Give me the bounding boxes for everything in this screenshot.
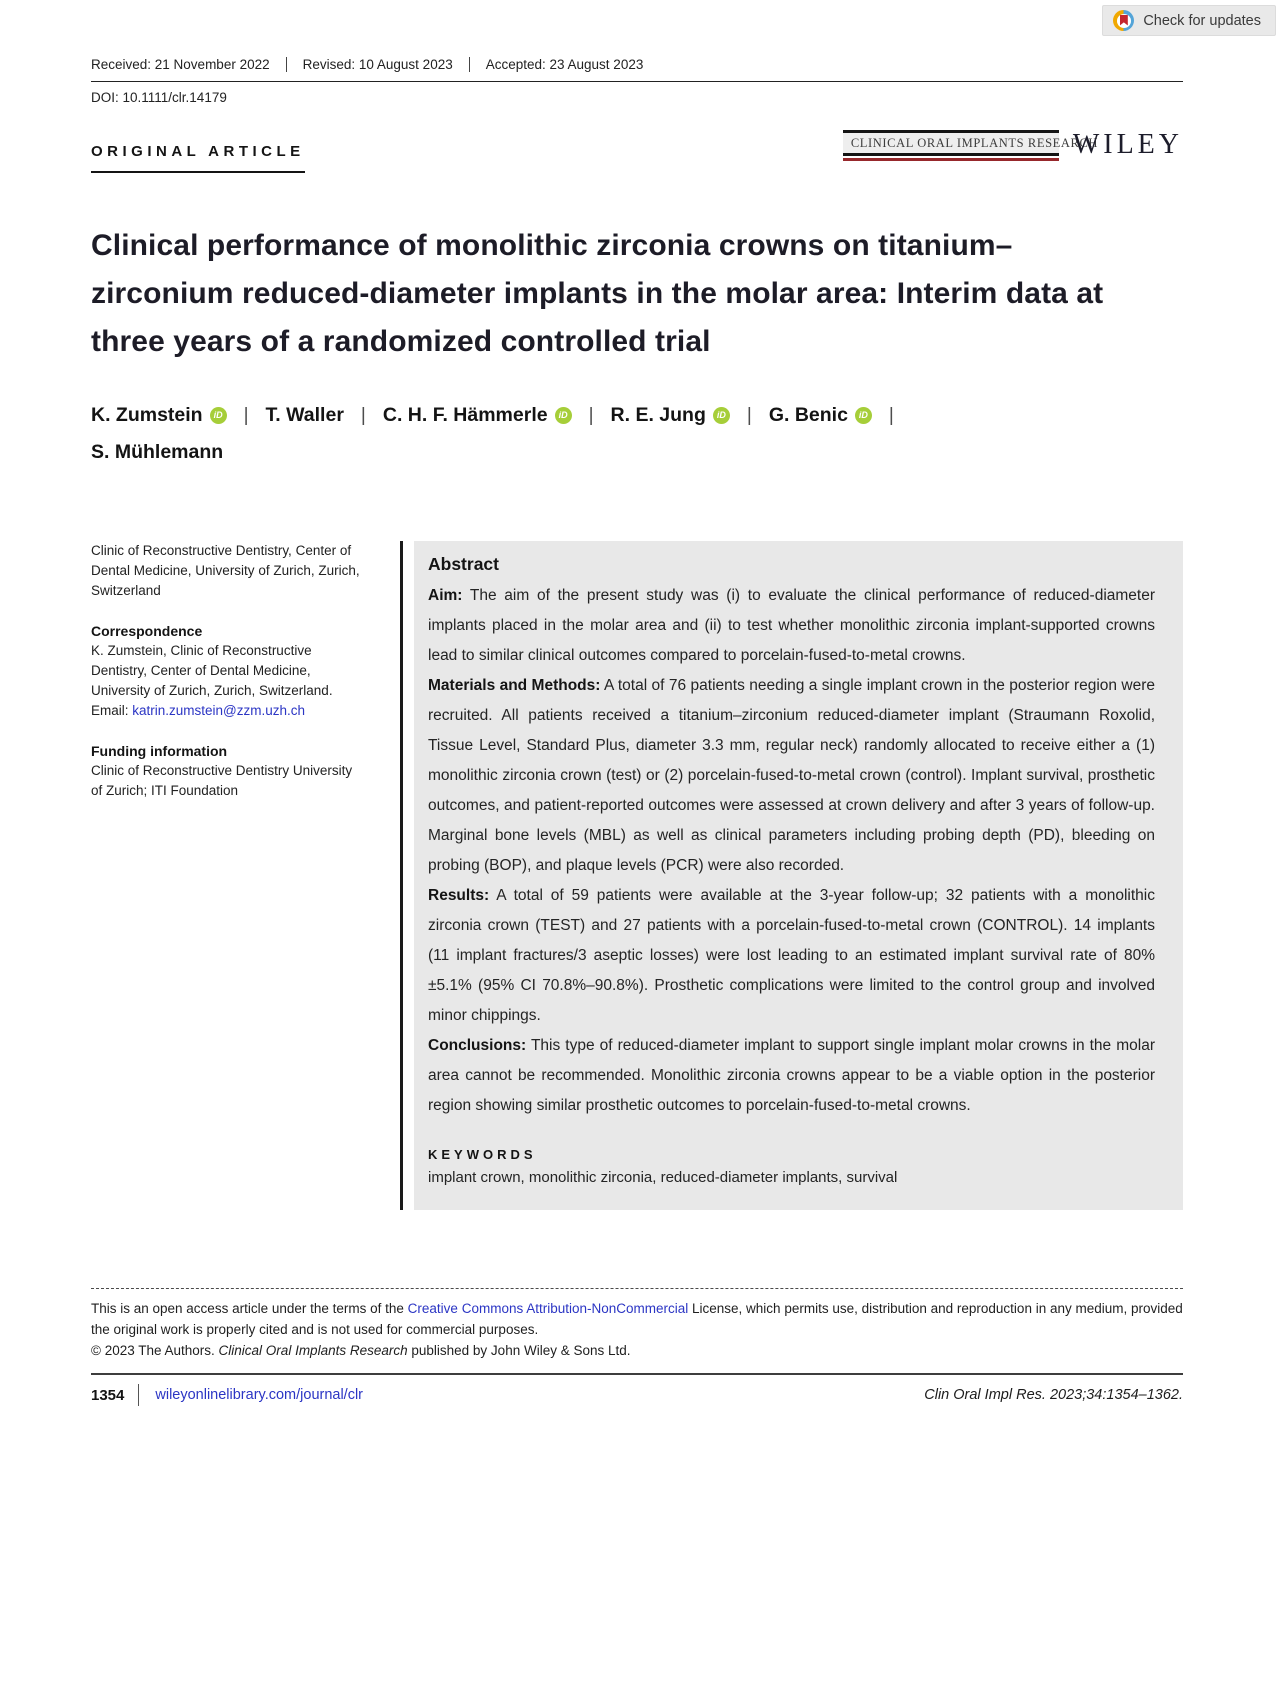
correspondence-block <box>91 621 363 721</box>
open-access-text: This is an open access article under the terms of the <box>91 1301 408 1316</box>
email-link[interactable]: katrin.zumstein@zzm.uzh.ch <box>132 703 306 718</box>
abstract-methods-text: A total of 76 patients needing a single implant crown in the posterior region were recruited. All patients received a titanium–zirconium reduced-diameter implant (Straumann Roxolid, Tissue Level, Standard Plus, diameter 3.3 mm, regular neck) randomly allocated to receive either a (1) monolithic zirconia crown (test) or (2) porcelain-fused-to-metal crown (control). Implant survival, prosthetic outcomes, and patient-reported outcomes were assessed at crown delivery and after 3 years of follow-up. Marginal bone levels (MBL) as well as clinical parameters including probing depth (PD), bleeding on probing (BOP), and plaque levels (PCR) were also recorded. <box>428 677 1156 874</box>
abstract-conclusions-text: This type of reduced-diameter implant to support single implant molar crowns in the molar area cannot be recommended. Monolithic zirconia crowns appear to be a viable option in the posterior region showing similar prosthetic outcomes to porcelain-fused-to-metal crowns. <box>428 1037 1155 1114</box>
received-date: Received: 21 November 2022 <box>91 57 270 72</box>
page-footer <box>91 1384 1183 1406</box>
manuscript-dates-row <box>91 0 1183 82</box>
author <box>91 397 227 434</box>
funding-text: Clinic of Reconstructive Dentistry University of Zurich; ITI Foundation <box>91 763 353 798</box>
author-line-1 <box>91 397 1183 434</box>
journal-url-link[interactable]: wileyonlinelibrary.com/journal/clr <box>155 1387 364 1403</box>
journal-logo <box>843 130 1099 161</box>
author-separator: | <box>888 405 894 426</box>
article-type-label: ORIGINAL ARTICLE <box>91 143 305 173</box>
footer-rule <box>91 1373 1183 1375</box>
author <box>769 397 872 434</box>
revised-date: Revised: 10 August 2023 <box>286 57 469 72</box>
accepted-date: Accepted: 23 August 2023 <box>469 57 660 72</box>
publisher-logo: WILEY <box>1072 129 1183 160</box>
orcid-icon[interactable]: iD <box>210 407 227 424</box>
doi: DOI: 10.1111/clr.14179 <box>91 90 227 105</box>
article-sidebar <box>91 541 363 1210</box>
author-separator: | <box>360 405 366 426</box>
author-name: S. Mühlemann <box>91 441 224 463</box>
abstract-box <box>414 541 1183 1210</box>
page-number: 1354 <box>91 1386 125 1404</box>
cc-license-link[interactable]: Creative Commons Attribution-NonCommercial <box>407 1301 689 1316</box>
author-separator: | <box>588 405 594 426</box>
author <box>91 434 223 471</box>
open-access-footnote <box>91 1288 1183 1361</box>
author-name: K. Zumstein <box>91 404 203 426</box>
abstract-conclusions-label: Conclusions: <box>428 1037 527 1054</box>
copyright-text-after: published by John Wiley & Sons Ltd. <box>407 1343 631 1358</box>
article-title: Clinical performance of monolithic zirconia crowns on titanium–zirconium reduced-diameter implants in the molar area: Interim data at three years of a randomized controlled trial <box>91 229 1104 358</box>
abstract-methods <box>428 671 1155 881</box>
abstract-heading: Abstract <box>428 554 499 574</box>
abstract-conclusions <box>428 1031 1155 1121</box>
author <box>266 397 344 434</box>
author-name: T. Waller <box>265 404 344 426</box>
copyright-statement <box>91 1340 1183 1361</box>
citation: Clin Oral Impl Res. 2023;34:1354–1362. <box>924 1387 1183 1403</box>
author-separator: | <box>243 405 249 426</box>
abstract-aim <box>428 581 1155 671</box>
funding-block <box>91 741 363 801</box>
footer-divider <box>138 1384 139 1406</box>
email-label: Email: <box>91 703 133 718</box>
journal-name: CLINICAL ORAL IMPLANTS RESEARCH <box>843 130 1059 156</box>
abstract-methods-label: Materials and Methods: <box>428 677 601 694</box>
check-for-updates-label: Check for updates <box>1143 12 1261 29</box>
article-type-row <box>91 129 1183 173</box>
author-name: C. H. F. Hämmerle <box>382 404 548 426</box>
author-separator: | <box>746 405 752 426</box>
affiliation: Clinic of Reconstructive Dentistry, Center of Dental Medicine, University of Zurich, Zurich, Switzerland <box>91 543 360 598</box>
orcid-icon[interactable]: iD <box>855 407 872 424</box>
author <box>611 397 730 434</box>
open-access-statement <box>91 1298 1183 1340</box>
abstract-results <box>428 881 1155 1031</box>
copyright-journal-name: Clinical Oral Implants Research <box>218 1343 408 1358</box>
journal-branding <box>843 129 1183 161</box>
abstract-left-rule <box>400 541 403 1210</box>
keywords-heading: KEYWORDS <box>428 1147 537 1162</box>
author <box>383 397 572 434</box>
correspondence-heading: Correspondence <box>91 623 203 639</box>
author-name: R. E. Jung <box>610 404 706 426</box>
orcid-icon[interactable]: iD <box>555 407 572 424</box>
keywords-text: implant crown, monolithic zirconia, reduced-diameter implants, survival <box>428 1169 898 1186</box>
author-line-2 <box>91 434 1183 471</box>
abstract-aim-text: The aim of the present study was (i) to evaluate the clinical performance of reduced-diameter implants placed in the molar area and (ii) to test whether monolithic zirconia implant-supported crowns lead to similar clinical outcomes compared to porcelain-fused-to-metal crowns. <box>428 587 1155 664</box>
journal-logo-red-bar <box>843 158 1059 161</box>
abstract-aim-label: Aim: <box>428 587 463 604</box>
copyright-text: © 2023 The Authors. <box>91 1343 219 1358</box>
funding-heading: Funding information <box>91 743 228 759</box>
abstract-results-label: Results: <box>428 887 490 904</box>
abstract-results-text: A total of 59 patients were available at the 3-year follow-up; 32 patients with a monolithic zirconia crown (TEST) and 27 patients with a porcelain-fused-to-metal crown (CONTROL). 14 implants (11 implant fractures/3 aseptic losses) were lost leading to an estimated implant survival rate of 80%±5.1% (95% CI 70.8%–90.8%). Prosthetic complications were limited to the control group and involved minor chippings. <box>428 887 1155 1024</box>
content-columns <box>91 541 1183 1210</box>
orcid-icon[interactable]: iD <box>713 407 730 424</box>
author-name: G. Benic <box>768 404 848 426</box>
author-list <box>91 397 1183 471</box>
correspondence-text: K. Zumstein, Clinic of Reconstructive Dentistry, Center of Dental Medicine, University of Zurich, Zurich, Switzerland. <box>91 643 333 698</box>
open-access-text-after: License, which permits use, distribution and reproduction in any medium, provided the original work is properly cited and is not used for commercial purposes. <box>91 1301 1183 1337</box>
